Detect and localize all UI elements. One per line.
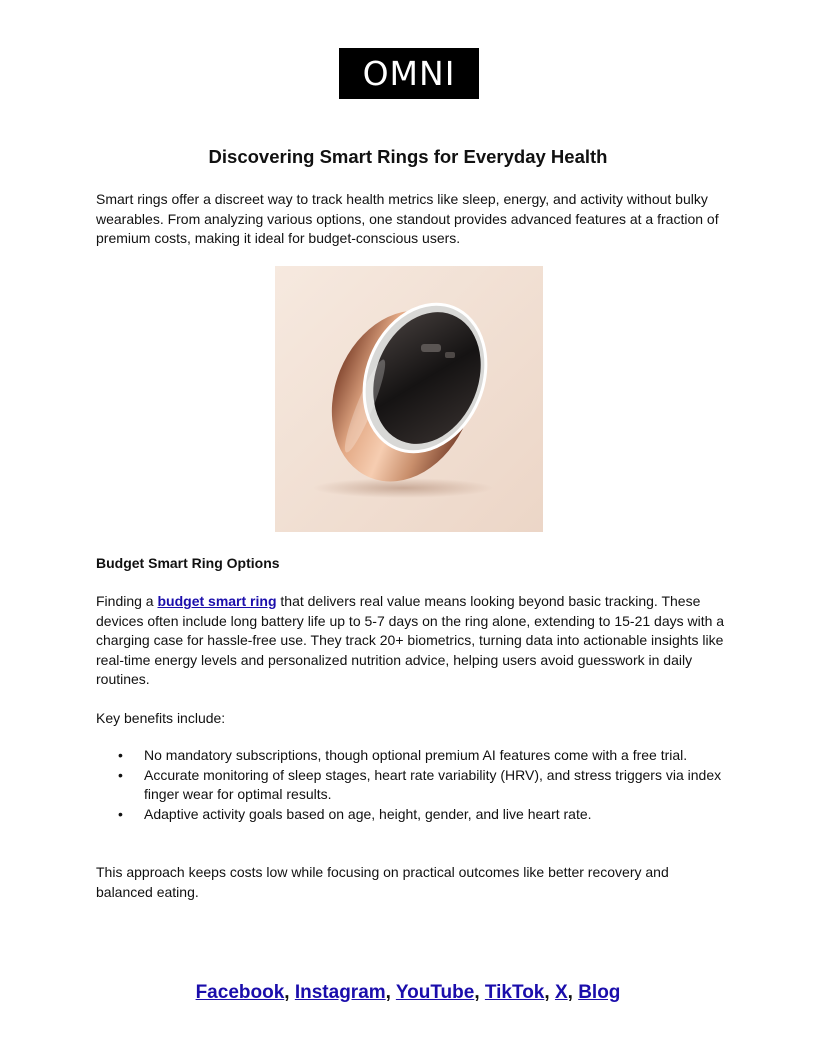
list-item: [96, 766, 726, 805]
list-item: [96, 805, 726, 825]
bullet-icon: •: [118, 805, 123, 822]
section-heading: Budget Smart Ring Options: [96, 555, 280, 571]
blog-link[interactable]: Blog: [578, 982, 621, 1003]
budget-paragraph: [96, 592, 726, 690]
list-item-text: No mandatory subscriptions, though optional premium AI features come with a free trial.: [144, 747, 688, 763]
benefits-list: [96, 746, 726, 824]
intro-paragraph: Smart rings offer a discreet way to track health metrics like sleep, energy, and activity without bulky wearables. From analyzing various options, one standout provides advanced features at a fraction of premium costs, making it ideal for budget-conscious users.: [96, 191, 719, 246]
page-title: Discovering Smart Rings for Everyday Health: [208, 146, 608, 167]
budget-smart-ring-link[interactable]: budget smart ring: [157, 593, 277, 609]
social-links: [0, 982, 816, 1004]
bullet-icon: •: [118, 747, 123, 763]
separator: ,: [544, 982, 555, 1003]
x-link[interactable]: X: [554, 982, 568, 1003]
instagram-link[interactable]: Instagram: [294, 982, 386, 1003]
separator: ,: [284, 982, 295, 1003]
benefits-intro: Key benefits include:: [96, 710, 226, 726]
list-item-text: Accurate monitoring of sleep stages, heart rate variability (HRV), and stress triggers via index finger wear for optimal results.: [144, 766, 722, 802]
smart-ring-image: [275, 266, 543, 532]
youtube-link[interactable]: YouTube: [395, 982, 475, 1003]
separator: ,: [474, 982, 485, 1003]
separator: ,: [567, 982, 579, 1003]
list-item-text: Adaptive activity goals based on age, height, gender, and live heart rate.: [144, 805, 592, 822]
omni-logo: [339, 48, 479, 99]
budget-paragraph-start: Finding a: [96, 593, 158, 609]
budget-paragraph-end: that delivers real value means looking beyond basic tracking. These devices often include long battery life up to 5-7 days on the ring alone, extending to 15-21 days with a charging case for hassle-free use. They track 20+ biometrics, turning data into actionable insights like real-time energy levels and personalized nutrition advice, helping users avoid guesswork in daily routines.: [96, 593, 725, 687]
list-item: [96, 746, 726, 766]
separator: ,: [385, 982, 396, 1003]
logo-text: OMNI: [362, 54, 456, 93]
smart-ring-illustration: [275, 266, 543, 532]
bullet-icon: •: [118, 766, 123, 783]
tiktok-link[interactable]: TikTok: [484, 982, 545, 1003]
facebook-link[interactable]: Facebook: [195, 982, 285, 1003]
closing-paragraph: This approach keeps costs low while focusing on practical outcomes like better recovery and balanced eating.: [96, 864, 669, 900]
